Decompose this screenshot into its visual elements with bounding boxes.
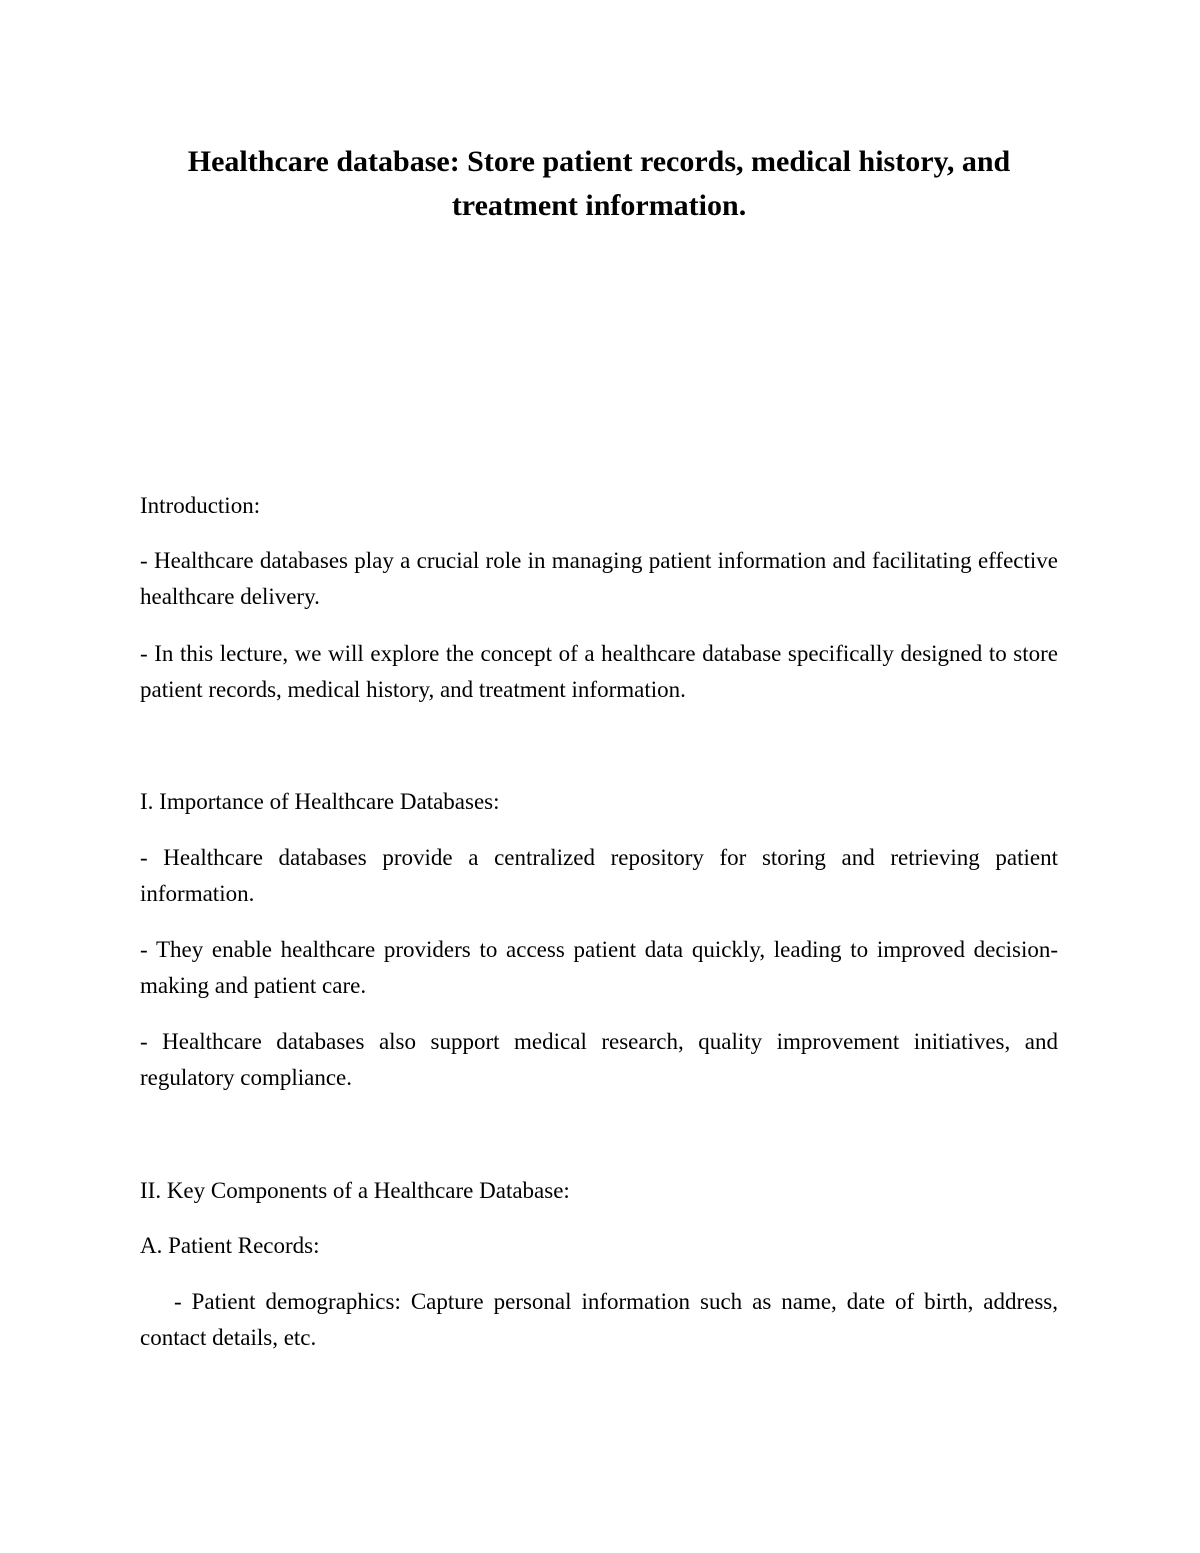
subsection-a-point-1: - Patient demographics: Capture personal information such as name, date of birth, address, contact details, etc. xyxy=(140,1289,1058,1350)
subsection-a-heading: A. Patient Records: xyxy=(140,1233,320,1258)
section-1-point-1: - Healthcare databases provide a centralized repository for storing and retrieving patient information. xyxy=(140,845,1058,906)
introduction-point-1: - Healthcare databases play a crucial role in managing patient information and facilitating effective healthcare delivery. xyxy=(140,548,1058,609)
introduction-heading: Introduction: xyxy=(140,493,261,518)
document-title: Healthcare database: Store patient records, medical history, and treatment information. xyxy=(187,145,1011,222)
introduction-point-2: - In this lecture, we will explore the concept of a healthcare database specifically designed to store patient records, medical history, and treatment information. xyxy=(140,641,1058,702)
section-1-point-3: - Healthcare databases also support medical research, quality improvement initiatives, and regulatory compliance. xyxy=(140,1029,1058,1090)
section-1-heading: I. Importance of Healthcare Databases: xyxy=(140,789,500,814)
section-2-heading: II. Key Components of a Healthcare Database: xyxy=(140,1178,570,1203)
section-1-point-2: - They enable healthcare providers to access patient data quickly, leading to improved decision-making and patient care. xyxy=(140,937,1058,998)
